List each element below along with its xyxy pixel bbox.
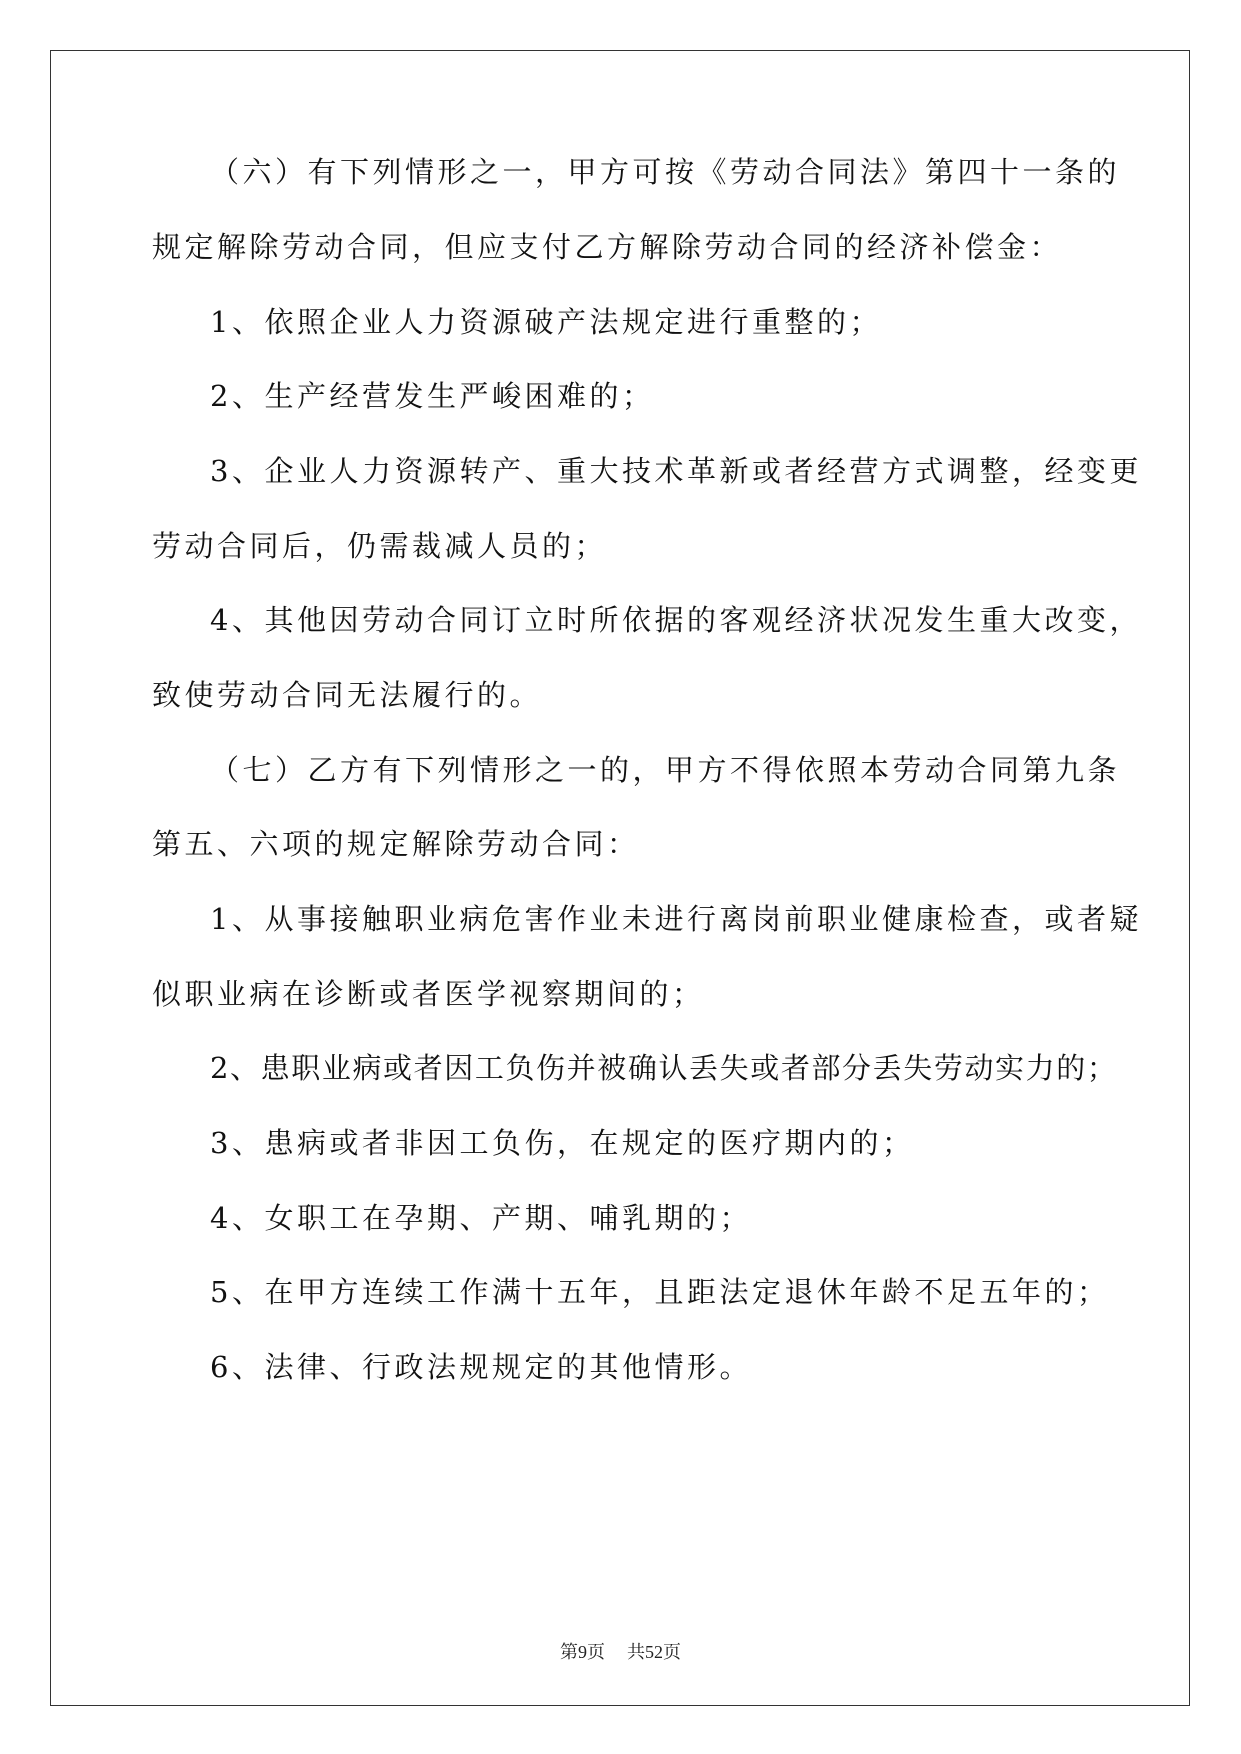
page-total: 共52页 <box>627 1642 681 1662</box>
list-item-continuation: 劳动合同后，仍需裁减人员的； <box>152 529 608 563</box>
list-item: 2、患职业病或者因工负伤并被确认丢失或者部分丢失劳动实力的； <box>210 1051 1118 1085</box>
page-footer <box>0 1638 1241 1664</box>
paragraph-line: 规定解除劳动合同，但应支付乙方解除劳动合同的经济补偿金： <box>152 230 1063 264</box>
paragraph-line: 第五、六项的规定解除劳动合同： <box>152 827 640 861</box>
list-item: 3、企业人力资源转产、重大技术革新或者经营方式调整，经变更 <box>210 454 1142 488</box>
list-item: 3、患病或者非因工负伤，在规定的医疗期内的； <box>210 1126 915 1160</box>
paragraph-line: （六）有下列情形之一，甲方可按《劳动合同法》第四十一条的 <box>210 155 1121 189</box>
list-item: 2、生产经营发生严峻困难的； <box>210 379 655 413</box>
list-item-continuation: 致使劳动合同无法履行的。 <box>152 678 543 712</box>
list-item: 1、从事接触职业病危害作业未进行离岗前职业健康检查，或者疑 <box>210 902 1142 936</box>
paragraph-line: （七）乙方有下列情形之一的，甲方不得依照本劳动合同第九条 <box>210 753 1121 787</box>
page-number: 第9页 <box>560 1642 605 1662</box>
list-item: 5、在甲方连续工作满十五年，且距法定退休年龄不足五年的； <box>210 1275 1110 1309</box>
list-item: 4、女职工在孕期、产期、哺乳期的； <box>210 1201 752 1235</box>
page-border <box>50 50 1190 1706</box>
list-item: 1、依照企业人力资源破产法规定进行重整的； <box>210 305 882 339</box>
list-item: 6、法律、行政法规规定的其他情形。 <box>210 1350 752 1384</box>
list-item-continuation: 似职业病在诊断或者医学视察期间的； <box>152 977 705 1011</box>
list-item: 4、其他因劳动合同订立时所依据的客观经济状况发生重大改变， <box>210 603 1142 637</box>
